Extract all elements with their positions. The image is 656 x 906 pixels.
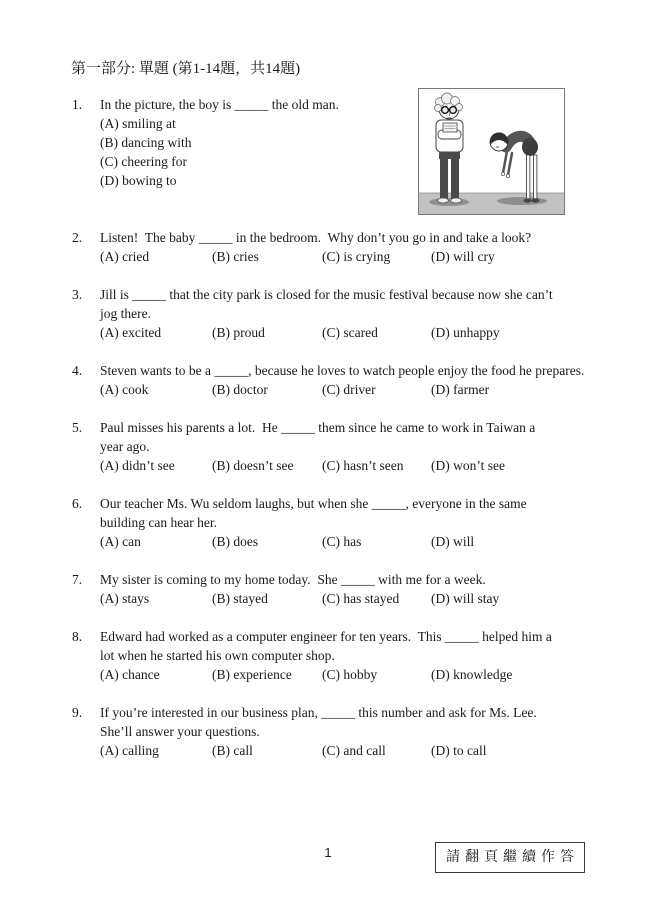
question1-picture	[418, 88, 565, 215]
question-text-line: Jill is _____ that the city park is closed for the music festival because now she can’t	[100, 287, 553, 302]
boy-shadow	[497, 197, 547, 205]
question-text-line: Listen! The baby _____ in the bedroom. Why don’t you go in and take a look?	[100, 230, 532, 245]
answer-option: (A) excited	[100, 325, 162, 340]
answer-option: (B) doesn’t see	[212, 458, 294, 473]
answer-option: (D) will cry	[431, 249, 495, 264]
question-text	[100, 494, 612, 532]
answer-option: (A) stays	[100, 591, 150, 606]
question-text	[100, 570, 612, 589]
question-options	[100, 323, 612, 342]
question-number: 6.	[72, 496, 83, 511]
answer-option: (C) is crying	[322, 249, 391, 264]
answer-option: (B) dancing with	[100, 135, 192, 150]
question-body	[100, 228, 612, 266]
question-text-line: If you’re interested in our business plan, _____ this number and ask for Ms. Lee.	[100, 705, 537, 720]
question-options	[100, 380, 612, 399]
answer-option: (D) unhappy	[431, 325, 500, 340]
question-number: 1.	[72, 97, 83, 112]
turn-page-notice: 請翻頁繼續作答	[435, 842, 585, 873]
answer-option: (B) stayed	[212, 591, 268, 606]
answer-option: (D) won’t see	[431, 458, 505, 473]
answer-option: (B) call	[212, 743, 253, 758]
question-body	[100, 285, 612, 342]
question-options	[100, 532, 612, 551]
question-text-line: year ago.	[100, 439, 150, 454]
question-text-line: lot when he started his own computer shop.	[100, 648, 335, 663]
question	[72, 494, 612, 551]
answer-option: (C) cheering for	[100, 154, 187, 169]
answer-option: (B) does	[212, 534, 259, 549]
answer-option: (A) smiling at	[100, 116, 176, 131]
question	[72, 570, 612, 608]
question-text	[100, 285, 612, 323]
answer-option: (C) and call	[322, 743, 386, 758]
question	[72, 703, 612, 760]
question	[72, 228, 612, 266]
old-man-figure	[435, 93, 464, 203]
answer-option: (A) can	[100, 534, 141, 549]
question-body	[100, 703, 612, 760]
answer-option: (D) will	[431, 534, 475, 549]
question-body	[100, 494, 612, 551]
question-body	[100, 361, 612, 399]
old-man-shadow	[429, 198, 469, 206]
answer-option: (C) hobby	[322, 667, 378, 682]
page-number: 1	[324, 845, 332, 860]
question-number: 8.	[72, 629, 83, 644]
question-text	[100, 627, 612, 665]
question-text	[100, 418, 612, 456]
question	[72, 627, 612, 684]
answer-option: (B) proud	[212, 325, 265, 340]
answer-option: (C) hasn’t seen	[322, 458, 404, 473]
answer-option: (B) experience	[212, 667, 292, 682]
answer-option: (D) knowledge	[431, 667, 513, 682]
question-number: 7.	[72, 572, 83, 587]
question-options	[100, 741, 612, 760]
answer-option: (C) has stayed	[322, 591, 400, 606]
question-options	[100, 589, 612, 608]
answer-option: (B) doctor	[212, 382, 268, 397]
question-number: 9.	[72, 705, 83, 720]
question-text-line: building can hear her.	[100, 515, 217, 530]
question-body	[100, 570, 612, 608]
answer-option: (D) to call	[431, 743, 487, 758]
section-title: 第一部分: 單題 (第1-14題，共14題)	[71, 61, 301, 77]
question-text-line: My sister is coming to my home today. She _____ with me for a week.	[100, 572, 486, 587]
question-text	[100, 228, 612, 247]
answer-option: (B) cries	[212, 249, 259, 264]
bowing-scene-illustration	[419, 89, 564, 214]
question-text-line: Edward had worked as a computer engineer for ten years. This _____ helped him a	[100, 629, 552, 644]
question-text-line: Paul misses his parents a lot. He _____ them since he came to work in Taiwan a	[100, 420, 536, 435]
question-body	[100, 418, 612, 475]
question	[72, 285, 612, 342]
question	[72, 361, 612, 399]
question-text	[100, 703, 612, 741]
answer-option: (A) calling	[100, 743, 159, 758]
question-number: 2.	[72, 230, 83, 245]
question	[72, 418, 612, 475]
question-text-line: In the picture, the boy is _____ the old man.	[100, 97, 339, 112]
question-text-line: Steven wants to be a _____, because he loves to watch people enjoy the food he prepares.	[100, 363, 585, 378]
answer-option: (D) farmer	[431, 382, 490, 397]
bowing-boy-figure	[490, 132, 540, 202]
question-options	[100, 456, 612, 475]
question-number: 5.	[72, 420, 83, 435]
answer-option: (C) driver	[322, 382, 376, 397]
answer-option: (A) cook	[100, 382, 149, 397]
question-options	[100, 665, 612, 684]
answer-option: (A) didn’t see	[100, 458, 175, 473]
question-text	[100, 361, 612, 380]
question-number: 3.	[72, 287, 83, 302]
answer-option: (A) cried	[100, 249, 150, 264]
answer-option: (C) scared	[322, 325, 378, 340]
answer-option: (D) will stay	[431, 591, 500, 606]
question-options	[100, 247, 612, 266]
question-text-line: jog there.	[100, 306, 151, 321]
answer-option: (A) chance	[100, 667, 160, 682]
question-body	[100, 627, 612, 684]
question-text-line: Our teacher Ms. Wu seldom laughs, but when she _____, everyone in the same	[100, 496, 527, 511]
question-number: 4.	[72, 363, 83, 378]
answer-option: (C) has	[322, 534, 362, 549]
question-text-line: She’ll answer your questions.	[100, 724, 260, 739]
answer-option: (D) bowing to	[100, 173, 177, 188]
